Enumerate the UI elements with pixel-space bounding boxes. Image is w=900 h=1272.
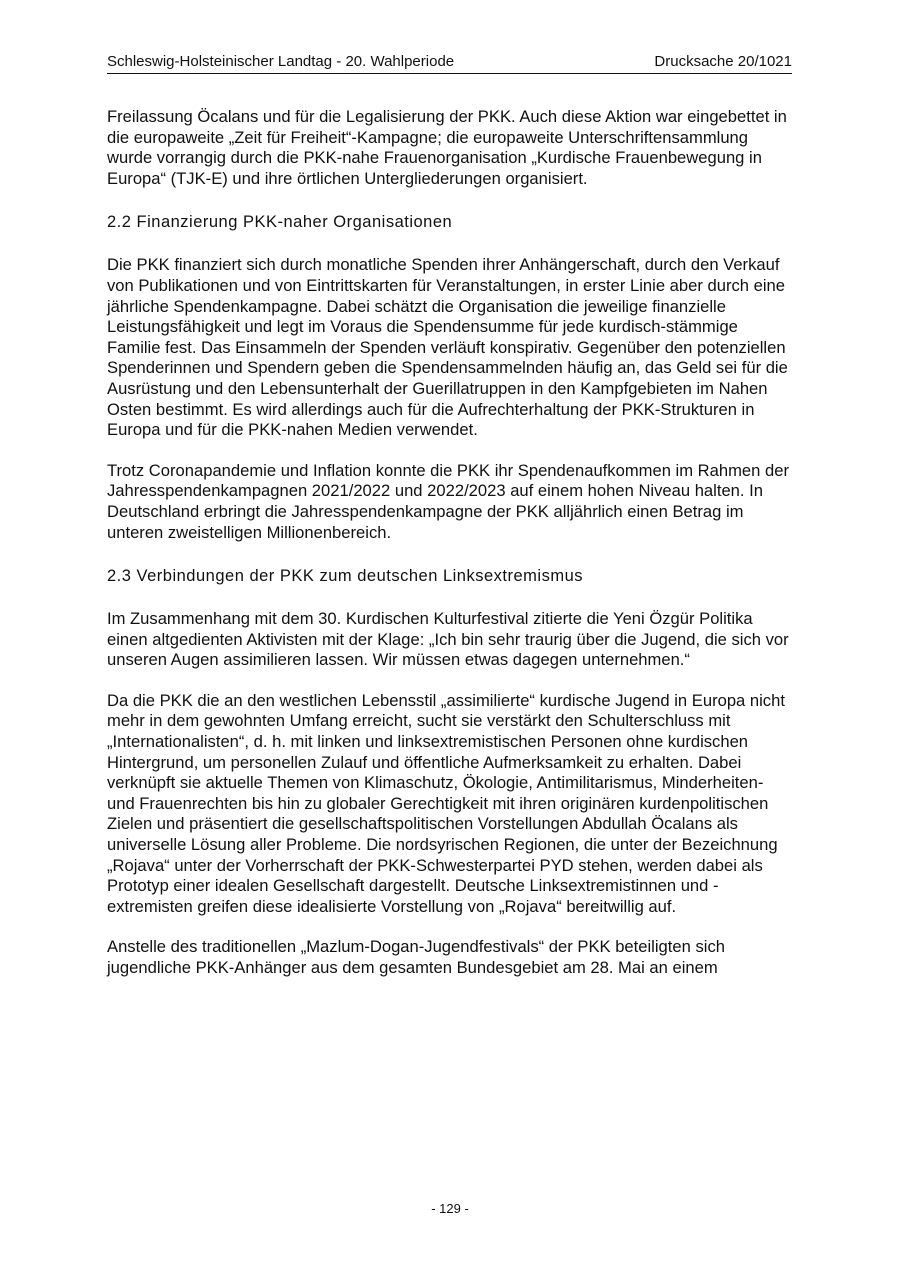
header-document-number: Drucksache 20/1021 bbox=[654, 53, 792, 70]
section-heading-2-3: 2.3 Verbindungen der PKK zum deutschen Linksextremismus bbox=[107, 567, 583, 586]
section-heading-2-2: 2.2 Finanzierung PKK-naher Organisationen bbox=[107, 213, 453, 232]
paragraph-connections-1: Im Zusammenhang mit dem 30. Kurdischen Kulturfestival zitierte die Yeni Özgür Politika einen altgedienten Aktivisten mit der Klage: „Ich bin sehr traurig über die Jugend, die sich vor unseren Augen assimilieren lassen. Wir müssen etwas dagegen unternehmen.“ bbox=[107, 609, 789, 670]
header-parliament-label: Schleswig-Holsteinischer Landtag - 20. Wahlperiode bbox=[107, 53, 455, 70]
paragraph-connections-2: Da die PKK die an den westlichen Lebensstil „assimilierte“ kurdische Jugend in Europa nicht mehr in dem gewohnten Umfang erreicht, sucht sie verstärkt den Schulterschluss mit „Internationalisten“, d. h. mit linken und linksextremistischen Personen ohne kurdischen Hintergrund, um personellen Zulauf und öffentliche Aufmerksamkeit zu erhalten. Dabei verknüpft sie aktuelle Themen von Klimaschutz, Ökologie, Antimilitarismus, Minderheiten- und Frauenrechten bis hin zu globaler Gerechtigkeit mit ihren originären kurdenpolitischen Zielen und präsentiert die gesellschaftspolitischen Vorstellungen Abdullah Öcalans als universelle Lösung aller Probleme. Die nordsyrischen Regionen, die unter der Bezeichnung „Rojava“ unter der Vorherrschaft der PKK-Schwesterpartei PYD stehen, werden dabei als Prototyp einer idealen Gesellschaft dargestellt. Deutsche Linksextremistinnen und -extremisten greifen diese idealisierte Vorstellung von „Rojava“ bereitwillig auf. bbox=[107, 690, 785, 916]
paragraph-intro: Freilassung Öcalans und für die Legalisierung der PKK. Auch diese Aktion war eingebettet in die europaweite „Zeit für Freiheit“-Kampagne; die europaweite Unterschriftensammlung wurde vorrangig durch die PKK-nahe Frauenorganisation „Kurdische Frauenbewegung in Europa“ (TJK-E) und ihre örtlichen Untergliederungen organisiert. bbox=[107, 107, 787, 188]
paragraph-financing-2: Trotz Coronapandemie und Inflation konnte die PKK ihr Spendenaufkommen im Rahmen der Jahresspendenkampagnen 2021/2022 und 2022/2023 auf einem hohen Niveau halten. In Deutschland erbringt die Jahresspendenkampagne der PKK alljährlich einen Betrag im unteren zweistelligen Millionenbereich. bbox=[107, 460, 789, 542]
paragraph-financing-1: Die PKK finanziert sich durch monatliche Spenden ihrer Anhängerschaft, durch den Verkauf von Publikationen und von Eintrittskarten für Veranstaltungen, in erster Linie aber durch eine jährliche Spendenkampagne. Dabei schätzt die Organisation die jeweilige finanzielle Leistungsfähigkeit und legt im Voraus die Spendensumme für jede kurdisch-stämmige Familie fest. Das Einsammeln der Spenden verläuft konspirativ. Gegenüber den potenziellen Spenderinnen und Spendern geben die Spendensammelnden häufig an, das Geld sei für die Ausrüstung und den Lebensunterhalt der Guerillatruppen in den Kampfgebieten im Nahen Osten bestimmt. Es wird allerdings auch für die Aufrechterhaltung der PKK-Strukturen in Europa und für die PKK-nahen Medien verwendet. bbox=[107, 255, 788, 440]
page-header bbox=[107, 52, 792, 74]
page-body bbox=[107, 107, 793, 999]
page-number: - 129 - bbox=[431, 1201, 469, 1216]
paragraph-connections-3: Anstelle des traditionellen „Mazlum-Dogan-Jugendfestivals“ der PKK beteiligten sich jugendliche PKK-Anhänger aus dem gesamten Bundesgebiet am 28. Mai an einem bbox=[107, 937, 725, 977]
